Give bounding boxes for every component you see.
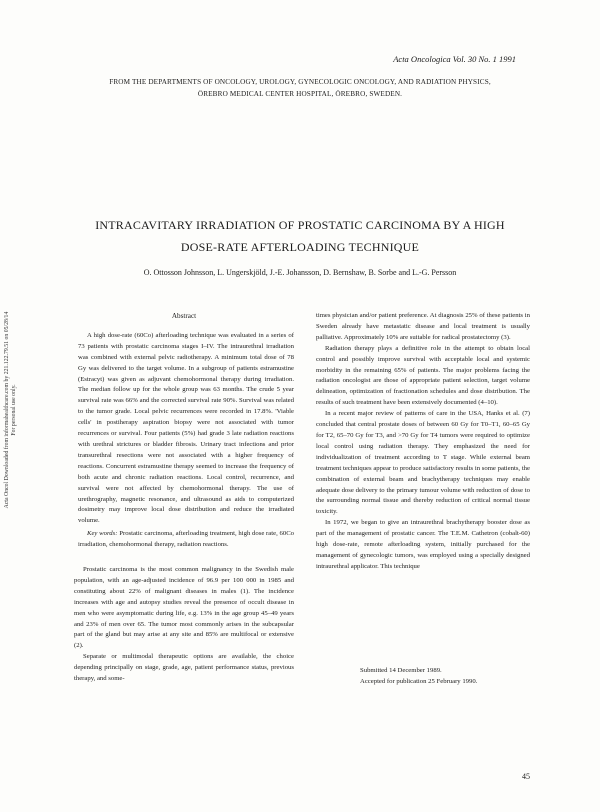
download-watermark [0,260,22,560]
left-column [74,311,294,685]
submitted-date: Submitted 14 December 1989. [360,667,442,674]
intro-paragraph-2: Separate or multimodal therapeutic options are available, the choice depending principally on stage, grade, age, patient performance status, previous therapy, and some- [74,653,294,683]
article-title [60,214,540,258]
keywords [78,529,294,551]
abstract-heading: Abstract [171,312,197,320]
department-line-2: ÖREBRO MEDICAL CENTER HOSPITAL, ÖREBRO, SWEDEN. [197,90,403,98]
right-column [316,311,530,573]
page-number: 45 [522,772,530,781]
department-affiliation [60,76,540,100]
abstract-body: A high dose-rate (60Co) afterloading technique was evaluated in a series of 73 patients with prostatic carcinoma stages I–IV. The intraurethral irradiation was combined with external pelvic radiotherapy. A minimum total dose of 78 Gy was delivered to the target volume. In a subgroup of patients estramustine (Estracyt) was given as adjuvant chemohormonal therapy during irradiation. The median follow up for the whole group was 63 months. The crude 5 year survival rate was 66% and the corrected survival rate 90%. Survival was related to the tumor grade. Local pelvic recurrences were recorded in 17.8%. 'Viable cells' in postiherapy aspiration biopsy were not associated with tumor recurrences or survival. Four patients (5%) had grade 3 late radiation reactions with urethral strictures or bladder fibrosis. Urinary tract infections and prior transurethral resections were not associated with a higher frequency of reactions. Concurrent estramustine therapy seemed to increase the frequency of both acute and chronic radiation reactions. Local control, recurrence, and survival were not affected by chemohormonal therapy. The use of urethrography, magnetic resonance, and ultrasound as aids to computerized dosimetry may improve local dose distribution and reduce the irradiated volume. [78,331,294,525]
intro-paragraph-1: Prostatic carcinoma is the most common malignancy in the Swedish male population, with an age-adjusted incidence of 96.9 per 100 000 in 1985 and constituting about 22% of malignant diseases in males (1). The incidence increases with age and autopsy studies reveal the presence of occult disease in men who were asymptomatic during life, e.g. 13% in the age group 45–49 years and 23% of men over 65. The tumor most commonly arises in the subcapsular part of the gland but may arise at any site and 85% are multifocal or extensive (2). [74,566,294,650]
journal-citation: Acta Oncologica Vol. 30 No. 1 1991 [393,54,516,64]
watermark-line-1: Acta Oncol Downloaded from informahealthcare.com by 221.122.79.51 on 05/28/14 [4,311,10,509]
author-list: O. Ottosson Johnsson, L. Ungerskjöld, J.-E. Johansson, D. Bernshaw, B. Sorbe and L.-G. Persson [143,268,457,277]
title-line-1: INTRACAVITARY IRRADIATION OF PROSTATIC CARCINOMA BY A HIGH [95,218,505,232]
keywords-label: Key words: [87,530,118,538]
accepted-date: Accepted for publication 25 February 1990. [360,677,478,685]
title-line-2: DOSE-RATE AFTERLOADING TECHNIQUE [180,240,420,254]
submission-notes [352,666,530,688]
body-paragraph-1: times physician and/or patient preference. At diagnosis 25% of these patients in Sweden already have metastatic disease and local treatment is usually palliative. Approximately 10% are suitable for radical prostatectomy (3). [316,312,530,341]
watermark-line-2: For personal use only. [11,384,17,436]
department-line-1: FROM THE DEPARTMENTS OF ONCOLOGY, UROLOGY, GYNECOLOGIC ONCOLOGY, AND RADIATION PHYSICS, [109,78,491,86]
body-paragraph-4: In 1972, we began to give an intraurethral brachytherapy booster dose as part of the management of prostatic cancer. The T.E.M. Cathetron (cobalt-60) high dose-rate, remote afterloading system, initially purchased for the management of gynecologic tumors, was employed using a specially designed intraurethral applicator. This technique [316,519,530,570]
body-paragraph-3: In a recent major review of patterns of care in the USA, Hanks et al. (7) concluded that central prostate doses of between 60 Gy for T0–T1, 60–65 Gy for T2, 65–70 Gy for T3, and >70 Gy for T4 tumors were required to optimize local control using radiation therapy. They emphasized the need for individualization of treatment according to T stage. While external beam treatment techniques appear to produce satisfactory results in some patients, the combination of external beam and brachytherapy techniques may enable adequate dose delivery to the primary tumour volume with reduction of dose to the surrounding normal tissue and thereby reduction of critical normal tissue toxicity. [316,410,530,516]
abstract [74,331,294,551]
body-paragraph-2: Radiation therapy plays a definitive role in the attempt to obtain local control and possibly improve survival with acceptable local and systemic morbidity in the remaining 65% of patients. The major problems facing the radiation oncologist are those of appropriate patient selection, target volume delineation, optimization of fractionation schedules and dose distribution. The results of such treatment have been extensively documented (4–10). [316,344,530,407]
keywords-text: Prostatic carcinoma, afterloading treatment, high dose rate, 60Co irradiation, chemohormonal therapy, radiation reactions. [78,530,294,549]
